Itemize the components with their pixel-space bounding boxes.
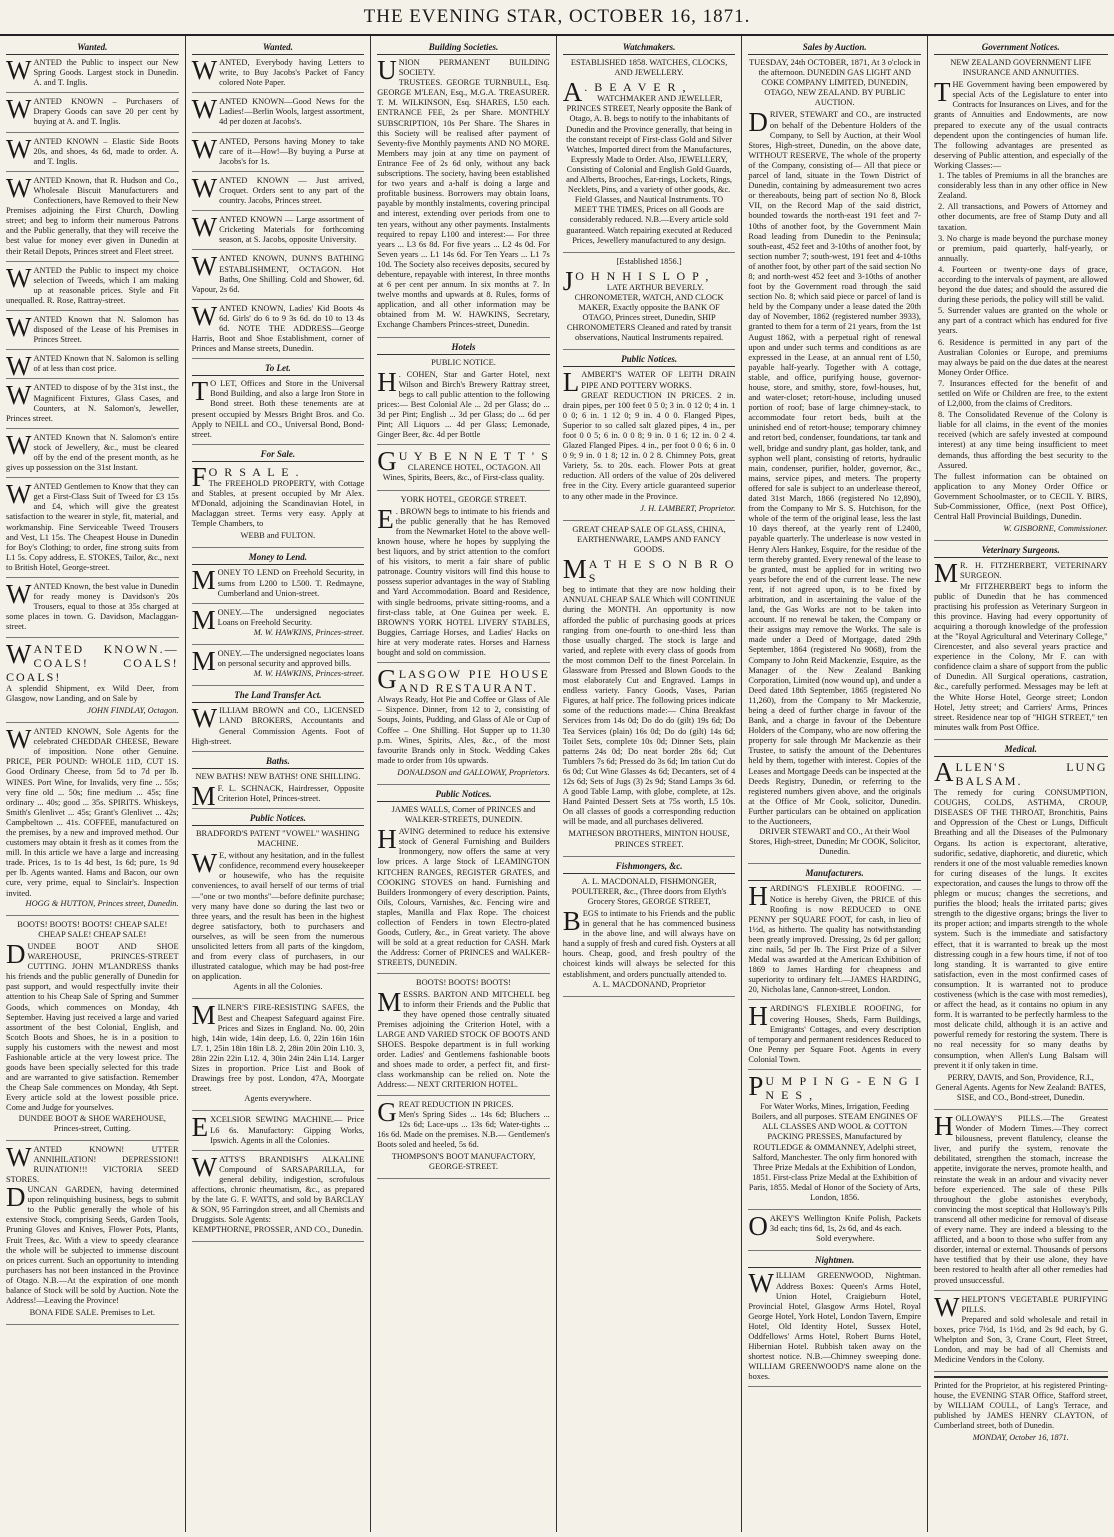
ad-text: UNDEE BOOT AND SHOE WAREHOUSE, PRINCES-STREET CUTTING. JOHN M'LANDRESS thanks his friends and the public generally of Dunedin for past support, and would respectfully invite their attention to his Cheap Sale of Spring and Summer Goods, which commences on Monday, 4th September. Having just received a large and varied assortment of the best Colonial, English, and Scotch Boots and Shoes, he is in a position to supply his customers with the newest and most Fashionable article at the very lowest price. The goods have been specially selected for this trade and are warranted to give satisfaction. Remember the Cheap Sale commences on Monday, 4th Sept. Every article sold at the lowest possible price. Come and Judge for yourselves. xyxy=(6,941,179,1113)
drop-cap: W xyxy=(191,1151,218,1182)
ad-text: For Water Works, Mines, Irrigation, Feeding Boilers, and all purposes. STEAM ENGINES OF ALL CLASSES AND WOOL & COTTON PACKING PRESSES, Manufactured by ROUTLEDGE & OMMANNEY, Adelphi street, Salford, Manchester. The only firm honored with Three Prize Medals at the Exhibition of London, 1851. First-class Prize Medal at the Exhibition of Paris, 1855. Medal of Honor of the Society of Arts, London, 1856. xyxy=(748,1102,921,1203)
ad-signature: A. L. MACDONAND, Proprietor xyxy=(592,979,706,989)
ad-text: ONEY TO LEND on Freehold Security, in sums from L200 to L500. T. Redmayne, Cumberland and Union-street. xyxy=(217,568,365,598)
section-heading: Manufacturers. xyxy=(748,868,921,881)
drop-cap: A xyxy=(562,77,583,108)
ad-signature: THOMPSON'S BOOT MANUFACTORY, GEORGE-STREET. xyxy=(391,1152,536,1172)
ad-text: ANTED Known that N. Salomon has disposed of the Lease of his Premises in Princes Street. xyxy=(33,314,179,345)
greenwood-advertisement xyxy=(748,1268,921,1387)
ad-text: ONEY.—The undersigned negociates loans on personal security and approved bills. xyxy=(217,649,365,669)
ad-signature: DRIVER STEWART and CO., At their Wool Stores, High-street, Dunedin; Mr COOK, Solicitor, Dunedin. xyxy=(749,827,921,857)
allens-lung-balsam-advertisement xyxy=(933,756,1108,1110)
oakey-advertisement xyxy=(748,1211,921,1251)
ad-text: ILNER'S FIRE-RESISTING SAFES, the Best and Cheapest Safeguard against Fire. Prices and Sizes in England. No. 00, 20in high, 14in wide, 14in deep, L6. 0, 22in 16in 16in L7. 1, 25in 18in 18in L8. 2, 28in 20in 20in L10. 3, 28in 22in 22in L12. 4, 30in 24in 24in L14. Larger Sizes in proportion. Price List and Book of Drawings free by post. London, 47A, Moorgate street. xyxy=(191,1003,365,1094)
drop-cap: W xyxy=(191,55,218,85)
drop-cap: P xyxy=(748,1071,764,1101)
whelpton-pills-advertisement xyxy=(933,1291,1108,1373)
advertisement xyxy=(191,300,365,359)
government-insurance-notice xyxy=(934,58,1108,541)
ad-text: The FREEHOLD PROPERTY, with Cottage and Stables, at present occupied by Mr Alex. M'Donald, adjoining the Scandinavian Hotel, in Maclaggan street. Terms very easy. Apply at Temple Chambers, to xyxy=(191,478,365,529)
ad-text: HE Government having been empowered by special Acts of the Legislature to enter into Contracts for Insurances on Lives, and for the grants of Annuities and Endowments, are now prepared to execute any of the usual contracts dependent upon the contingencies of human life. The following advantages are presented as deserving of Public attention, and especially of the Working Classes:— xyxy=(933,80,1108,170)
ad-text: Mr FITZHERBERT begs to inform the public of Dunedin that he has commenced practising his profession as Veterinary Surgeon in this province. Having had every opportunity of acquiring a thorough knowledge of the profession at the "Royal Agricultural and Veterinary College," Cirencester, and also several years practice and experience in the Colony, Mr F. can with confidence claim a share of support from the public of Dunedin. All Surgical operations, castration, &c., carefully performed. Messages may be left at the White Horse Hotel, George street; London Hotel, Jetty street; and Carriers' Arms, Princes street. Residence near top of "HIGH STREET," ten minutes walk from Post Office. xyxy=(933,581,1108,732)
ad-text: ARDING'S FLEXIBLE ROOFING. —Notice is hereby Given, the PRICE of this Roofing is now REDUCED to ONE PENNY per SQUARE FOOT, for cash, in lieu of 1½d, as hitherto. The quality has notwithstanding been greatly improved. Dressing, 2s 6d per gallon; zinc nails, 5d per lb. The First Prize of a Silver Medal was awarded at the American Exhibition of 1869 to James Harding for cheapness and superiority to ordinary felt.—JAMES HARDING, 20, Nicholas lane, Cannon-street, London. xyxy=(748,884,921,995)
ad-text: . COHEN, Star and Garter Hotel, next Wilson and Birch's Brewery Rattray street, begs to call public attention to the following prices:— Best Colonial Ale ... 2d per Glass; do ... 3d per Pint; English ... 3d per Glass; do ... 6d per Pint; All Liquors ... 4d per Glass; Lemonade, Ginger Beer, &c. 4d per Bottle xyxy=(377,369,550,440)
drop-cap: L xyxy=(562,367,580,398)
list-item: 5. Surrender values are granted on the whole or any part of a contract which has endured for five years. xyxy=(937,306,1108,336)
advertisement xyxy=(6,429,179,478)
ad-text: F. L. SCHNACK, Hairdresser, Opposite Criterion Hotel, Princes-street. xyxy=(217,783,365,803)
drop-cap: M xyxy=(933,558,958,589)
drop-cap: W xyxy=(191,172,218,203)
ad-text: ANTED Known that N. Salomon is selling of at less than cost price. xyxy=(33,354,179,374)
ad-text: ANTED KNOWN, Ladies' Kid Boots 4s 6d. Girls' do 6 to 9 3s 6d. do 10 to 13 4s 6d. NOTE THE ADDRESS—George Harris, Boot and Shoe Establishment, corner of Princes and Manse streets, Dunedin. xyxy=(191,303,365,354)
ad-text: ANTED, Everybody having Letters to write, to Buy Jacobs's Packet of Fancy colored Note Paper. xyxy=(219,58,365,88)
drop-cap: U xyxy=(377,55,397,85)
ad-text: ANTED KNOWN, DUNN'S BATHING ESTABLISHMENT, OCTAGON. Hot Baths, One Shilling. Cold and Shower, 6d. Vapour, 2s 6d. xyxy=(191,254,365,294)
drop-cap: M xyxy=(191,604,216,635)
ad-signature: BONA FIDE SALE. Premises to Let. xyxy=(29,1308,155,1318)
ad-text: EGS to intimate to his Friends and the public in general that he has commenced business in the above line, and will always have on hand a supply of fresh and cured fish. Oysters at all hours. Cheap, good, and fresh poultry of the choicest kinds will always be selected for this establishment, and orders punctually attended to. xyxy=(562,908,736,979)
section-heading: Nightmen. xyxy=(748,1255,921,1268)
ad-signature: HOGG & HUTTON, Princes street, Dunedin. xyxy=(25,898,179,908)
section-heading: Baths. xyxy=(192,756,365,769)
ad-text: Prepared and sold wholesale and retail in boxes, price 7½d, 1s 1½d, and 2s 9d each, by G. Whelpton and Son, 3, Crane Court, Fleet Street, London, and may be had of all Chemists and Medicine Vendors in the Colony. xyxy=(933,1314,1108,1365)
drop-cap: M xyxy=(191,646,216,677)
ad-headline: BOOTS! BOOTS! BOOTS! CHEAP SALE! CHEAP SALE! CHEAP SALE! xyxy=(17,919,168,939)
ad-signature: W. GISBORNE, Commissioner. xyxy=(1003,524,1108,534)
column-1 xyxy=(0,36,186,1532)
ad-signature: M. W. HAWKINS, Princes-street. xyxy=(253,627,365,637)
drop-cap: E xyxy=(191,1112,209,1143)
column-6 xyxy=(928,36,1114,1532)
beaver-advertisement xyxy=(563,58,736,253)
victoria-seed-advertisement xyxy=(6,1141,179,1326)
ad-headline: HELPTON'S VEGETABLE PURIFYING PILLS. xyxy=(961,1294,1108,1314)
washing-machine-advertisement xyxy=(192,829,365,1000)
milner-safes-advertisement xyxy=(191,1000,365,1111)
section-heading: Sales by Auction. xyxy=(748,42,921,55)
list-item: 4. Fourteen or twenty-one days of grace, according to the intervals of payment, are allowed beyond the due dates; and should the assured die during these periods, the policy will still be valid. xyxy=(937,264,1108,305)
list-item: 1. The tables of Premiums in all the branches are considerably less than in any other office in New Zealand. xyxy=(937,171,1108,201)
ad-headline: ESTABLISHED 1858. WATCHES, CLOCKS, AND JEWELLERY. xyxy=(570,58,728,78)
ad-text: UNCAN GARDEN, having determined upon relinquishing business, begs to submit to the Public generally the whole of his extensive Stock, comprising Seeds, Garden Tools, Pruning Gloves and Knives, Flower Pots, Plants, Fruit Trees, &c. With a view to speedy clearance the whole will be subjected to immense discount on prices current. Such an opportunity to intending purchasers has not been instanced in the Province of Otago. N.B.—At the expiration of one month balance of Stock will be sold by Auction. Note the Address!—Leaving the Province! xyxy=(6,1185,179,1306)
advertisement xyxy=(6,479,179,578)
ad-headline: LASGOW PIE HOUSE AND RESTAURANT. xyxy=(398,667,550,696)
drop-cap: T xyxy=(933,77,951,108)
section-heading: For Sale. xyxy=(192,449,365,462)
ad-text: CLARENCE HOTEL, OCTAGON. All Wines, Spirits, Beers, &c., of First-class quality. xyxy=(382,463,545,483)
ad-text: TRUSTEES. GEORGE TURNBULL, Esq. GEORGE M'LEAN, Esq., M.G.A. TREASURER. T. M. WILKINSON, Esq. SHARES, L50 each. ENTRANCE FEE, 2s per Share. MONTHLY SUBSCRIPTION, 10s Per Share. The Shares in this Society will be realised after payment of Seventy-five Monthly payments AND NO MORE. Members may join at any time on payment of Entrance Fee of 2s 6d only, without any back subscriptions. The society, having been established for two years and a-half is doing a large and profitable business. Borrowers may obtain loans, payable by monthly instalments, covering principal and interest, extending over periods from one to ten years, without any other payments. Instalments required to repay L100 and interest:— For three years ... L3 6s 8d. For five years ... L2 4s 0d. For Seven years ... L1 14s 6d. For Ten Years ... L1 7s 10d. The Society also receives deposits, secured by debenture, repayable with interest, In three months at 6 per cent per annum. In six months at 7. In twelve months and upwards at 8. Rules, forms of application, and all other information may be obtained from M. W. HAWKINS, Secretary, Exchange Chambers Princes-street, Dunedin. xyxy=(377,78,550,330)
ad-headline: TUESDAY, 24th OCTOBER, 1871, At 3 o'clock in the afternoon. DUNEDIN GAS LIGHT AND COKE COMPANY LIMITED, DUNEDIN, OTAGO, NEW ZEALAND. BY PUBLIC AUCTION. xyxy=(749,58,921,108)
ad-text: ANTED KNOWN – Elastic Side Boots 20s, and shoes, 4s 6d, made to order. A. and T. Inglis. xyxy=(33,136,179,166)
ad-text: O LET, Offices and Store in the Universal Bond Building, and also a large Iron Store in Bond street. Both these tenements are at present occupied by Messrs Bright Bros. and Co. Apply to NEILL and CO., Universal Bond, Bond-street. xyxy=(191,379,365,439)
ad-signature: PERRY, DAVIS, and Son, Providence, R.I., General Agents. Agents for New Zealand: BATES, SISE, and CO., Bond-street, Dunedin. xyxy=(935,1072,1106,1102)
money-advertisement xyxy=(191,604,365,645)
ad-text: WATCHMAKER AND JEWELLER, PRINCES STREET, Nearly opposite the Bank of Otago, A. B. begs to notify to the inhabitants of Dunedin and the Province generally, that being in the constant receipt of First-class Gold and Silver Watches, Imported direct from the Manufactures, Expressly Made to Order. Also, JEWELLERY, Consisting of Colonial and English Gold Guards, and Alberts, Brooches, Ear-rings, Lockets, Rings, Necklets, Pins, and a variety of other goods, &c. Field Glasses, and Nautical Instruments. TO MEET THE TIMES, Prices on all Goods are considerably reduced. N.B.—Every article sold guaranteed. Watch repairing executed at Reduced Prices, Jewellery manufactured to any design. xyxy=(566,94,733,245)
ad-text: ANTED KNOWN — Just arrived, Croquet. Orders sent to any part of the country. Jacobs, Princes street. xyxy=(219,175,365,206)
ad-text: ANTED Known, the best value in Dunedin for ready money is Davidson's 20s Trousers, equal to those at 35s charged at some places in town. G. Davidson, Maclaggan-street. xyxy=(6,582,179,632)
ad-text: ANTED the Public to inspect my choice selection of Tweeds, which I am making up at reasonable prices. Style and Fit unequalled. R. Rose, Rattray-street. xyxy=(6,265,179,305)
ad-headline: PUBLIC NOTICE. xyxy=(431,357,496,367)
ad-headline: AMBERT'S WATER OF LEITH DRAIN PIPE AND POTTERY WORKS. xyxy=(581,370,736,390)
advantages-list xyxy=(934,171,1108,471)
macdonald-advertisement xyxy=(563,877,736,997)
advertisement xyxy=(6,55,179,93)
ad-signature: DUNDEE BOOT & SHOE WAREHOUSE, Princes-street, Cutting. xyxy=(18,1113,166,1133)
ad-headline: ANTED KNOWN! UTTER ANNIHILATION! DEPRESSION!! RUINATION!!! VICTORIA SEED STORES. xyxy=(6,1144,179,1184)
imprint-date: MONDAY, October 16, 1871. xyxy=(972,1433,1069,1443)
ad-text: ANTED Known that N. Salomon's entire stock of Jewellery, &c., must be cleared off by the end of the present month, as he gives up possession on the 31st Instant. xyxy=(6,432,179,473)
drop-cap: W xyxy=(6,429,32,460)
advertisement xyxy=(6,94,179,132)
coals-advertisement xyxy=(6,638,179,724)
lambert-pipes-advertisement xyxy=(562,367,736,520)
gas-company-auction xyxy=(748,58,921,864)
star-garter-advertisement xyxy=(377,358,550,446)
ad-text: AKEY'S Wellington Knife Polish, Packets 3d each; tins 6d, 1s, 2s 6d, and 4s each. xyxy=(769,1214,921,1234)
drop-cap: H xyxy=(377,824,397,855)
drop-cap: M xyxy=(191,565,216,596)
ad-text: GREAT REDUCTION IN PRICES. 2 in. drain pipes, per 100 feet 0 5 0; 3 in. 0 12 0; 4 in. 1 0 0; 6 in. 1 12 0; 9 in. 4 0 0. Flanged Pipes, Superior to so called salt glazed pipes, 4 in., per foot 0 0 5; 6 in. 0 0 8; 9 in. 0 1 6; 12 in. 0 2 4. Glazed Flanged Pipes. 4 in., per foot 0 0 6; 6 in. 0 0 9; 9 in. 0 1 8; 12 in. 0 2 8. Chimney Pots, great Variety, 5s. to 20s. each. Flower Pots at great reduction. All orders of the value of 20s delivered free in the City. Every article guaranteed superior to any other made in the Province. xyxy=(562,390,736,501)
drop-cap: W xyxy=(6,479,32,510)
harding-roofing-advertisement xyxy=(748,881,921,1000)
ad-text: ANTED KNOWN, Sole Agents for the celebrated CHEDDAR CHEESE, Beware of imposition. None other Genuine. PRICE, PER POUND: WHOLE 11D, CUT 1S. Good Ordinary Cheese, from 5d to 7d per lb. WINES. Port Wine, for Invalids, very fine ... 55s; very fine old ... 50s; fine medium ... 45s; fine ordinary ... 40s; good ... 35s. SPIRITS. Whiskeys, Smith's Glenlivet ... 45s; Grant's Glenlivet ... 42s; Campbeltown ... 41s. COFFEE, manufactured on the premises, by a new and improved method. Our customers may obtain it fresh as it comes from the mill. In this article we have a large and increasing trade. Prices, 1s to 1s 4d best, 1s 6d; pure, 1s 9d per lb. Agents wanted. Hams and Bacon, our own cure, very prime, equal to Sinclair's. Inspection invited. xyxy=(6,727,179,898)
advertisement xyxy=(191,133,365,172)
ad-text: ANTED the Public to inspect our New Spring Goods. Largest stock in Dunedin. A. and T. Inglis. xyxy=(33,58,179,88)
ad-signature: MATHESON BROTHERS, MINTON HOUSE, PRINCES STREET. xyxy=(568,829,730,849)
ad-text: ANTED KNOWN – Purchasers of Drapery Goods can save 20 per cent by buying at A. and T. Inglis. xyxy=(33,97,179,127)
section-heading: Medical. xyxy=(934,744,1108,757)
drop-cap: W xyxy=(6,311,32,342)
drop-cap: J xyxy=(562,265,574,296)
ad-text: ESSRS. BARTON AND MITCHELL beg to inform their Friends and the Public that they have opened those centrally situated Premises adjoining the Criterion Hotel, with a LARGE AND VARIED STOCK OF BOOTS AND SHOES. Bespoke department is in full working order. Ladies' and Gentlemens fashionable boots and shoes made to order, a perfect fit, and first-class workmanship can be relied on. Note the Address:— NEXT CRITERION HOTEL. xyxy=(377,989,550,1090)
drop-cap: W xyxy=(6,638,32,669)
drop-cap: G xyxy=(377,1096,397,1127)
ad-headline: O R S A L E . xyxy=(208,464,301,479)
drop-cap: W xyxy=(191,94,218,125)
ad-text: A splendid Shipment, ex Wild Deer, from Glasgow, now Landing, and on Sale by xyxy=(6,683,179,703)
baths-advertisement xyxy=(192,772,365,809)
ad-signature: KEMPTHORNE, PROSSER, AND CO., Dunedin. xyxy=(192,1225,364,1235)
column-5 xyxy=(742,36,928,1532)
column-2 xyxy=(186,36,372,1532)
dundee-boot-advertisement xyxy=(6,920,179,1141)
for-sale-advertisement xyxy=(191,461,365,549)
excelsior-advertisement xyxy=(191,1112,365,1150)
section-heading: Hotels xyxy=(377,342,550,355)
ad-headline: GREAT CHEAP SALE OF GLASS, CHINA, EARTHENWARE, LAMPS AND FANCY GOODS. xyxy=(572,524,726,554)
column-4 xyxy=(557,36,743,1532)
drop-cap: A xyxy=(933,756,954,787)
drop-cap: W xyxy=(748,1268,774,1299)
masthead xyxy=(0,0,1114,36)
clarence-hotel-advertisement xyxy=(377,446,550,490)
ad-text: ONEY.—The undersigned negociates Loans on Freehold Security. xyxy=(217,607,365,627)
column-3 xyxy=(371,36,557,1532)
drop-cap: W xyxy=(6,133,32,164)
money-advertisement xyxy=(191,646,365,686)
advertisement xyxy=(191,94,365,132)
ad-headline: LLEN'S LUNG BALSAM. xyxy=(955,759,1108,788)
ad-headline: U M P I N G - E N G I N E S , xyxy=(765,1074,921,1103)
ad-signature: JOHN FINDLAY, Octagon. xyxy=(87,705,179,715)
section-heading: Fishmongers, &c. xyxy=(563,861,736,874)
ad-headline: ANTED KNOWN.— COALS! COALS! COALS! xyxy=(6,641,179,684)
drop-cap: H xyxy=(377,366,397,397)
drop-cap: H xyxy=(748,1001,768,1032)
drop-cap: W xyxy=(6,262,32,293)
ad-text: ARDING'S FLEXIBLE ROOFING, for covering Houses, Sheds, Farm Buildings, Emigrants' Cottages, and every description of temporary and permanent residences Reduced to One Penny per Square Foot. Agents in every Colonial Town. xyxy=(748,1004,921,1064)
drop-cap: W xyxy=(6,1141,32,1172)
drop-cap: M xyxy=(191,780,216,811)
drop-cap: O xyxy=(748,1211,768,1242)
ad-signature: M. W. HAWKINS, Princes-street. xyxy=(253,669,365,679)
ad-title: A T H E S O N B R O S xyxy=(588,557,736,586)
advertisement xyxy=(6,579,179,637)
barton-mitchell-advertisement xyxy=(377,978,550,1096)
section-heading: Watchmakers. xyxy=(563,42,736,55)
section-heading: Money to Lend. xyxy=(192,552,365,565)
ad-headline: R. H. FITZHERBERT, VETERINARY SURGEON. xyxy=(959,561,1108,581)
drop-cap: W xyxy=(6,55,32,85)
drop-cap: D xyxy=(748,107,768,138)
drop-cap: B xyxy=(562,905,581,936)
advertisement xyxy=(6,133,179,172)
ad-text: ANTED KNOWN — Large assortment of Cricketing Materials for forthcoming season, at S. Jacobs, opposite University. xyxy=(219,215,365,245)
drop-cap: W xyxy=(191,703,218,734)
ad-headline: BRADFORD'S PATENT "VOWEL" WASHING MACHINE. xyxy=(195,828,360,849)
pumping-engines-advertisement xyxy=(748,1071,921,1210)
ad-text: ANTED Gentlemen to Know that they can get a First-Class Suit of Tweed for £3 15s and £4, which will give the greatest satisfaction to the wearer in style, fit, material, and workmanship. Fine Serviceable Tweed Trousers and Vest, L1 15s. The Cheapest House in Dunedin for Boy's Clothing; to order, fine strong suits from L1 5s. Copy address, E. STOKES, Tailor, &c., next to British Hotel, George-street. xyxy=(6,482,179,572)
section-heading: Public Notices. xyxy=(563,354,736,367)
ad-text: RIVER, STEWART and CO., are instructed on behalf of the Debenture Holders of the Company, to Sell by Auction, at their Wool Stores, High-street, Dunedin, on the above date, WITHOUT RESERVE, The whole of the property of the Company, consisting of— All that piece or parcel of land, situate in the Town District of Dunedin, containing by admeasurement two acres or thereabouts, being part of section No 8, Block VII, on the Record Map of the said district, bounded towards the north-east 191 feet and 7-10ths of another foot, by the Government Main Road leading from Dunedin to the Peninsula; south-east, 452 feet and 3-10ths of another foot, by section number 7; south-west, 191 feet and 4-10ths of another foot, by other part of the said section No 8; and north-west 452 feet and 3-10ths of another foot by the Government road through the said section No. 8; which said piece or parcel of land is held by the Company under a lease dated the 20th day of November, 1862 (registered number 3933), granted to them for a term of 21 years, from the 1st August 1862, with a perpetual right of renewal upon and under such terms and conditions as are expressed in the Lease, at an annual rent of L50, payable half-yearly. Together with A cottage, stable, and office, purifying house, governor-house, store, and smithy, store, fowl-houses, hut, and water-closet; retort-house, including unused portion of roof; base of large chimney-stack, to accommodate four retort beds, built at the uninished end of retort-house; temporary chimney and retort bed, condenser, foundations, tar tank and well, bridge and sundry plant, gas holder, tank, and syphon well plant, consisting of retorts, hydraulic main, condenser, purifier, holder, governor, &c., mains, service pipes, and meters. The property offered for sale is subject to an underlease thereof, dated 31st March, 1866 (registered No 12,890), from the Company to Mr S. S. Hutchison, for the whole of the term of the original lease, less the last 10 days thereof, at the yearly rent of L2400, payable quarterly. The underlease is now vested in Henry Alers Hankey, Esquire, for the residue of the term thereby granted. Every renewal of the lease to be granted, must be applied for in writing two years before the end of the current lease. The new rent, if not agreed upon, is to be fixed by arbitration, and in ascertaining the value of the land, the Gas Works are not to be taken into account. If no renewal be taken, the Company or their assigns may remove the Works. The sale is made under a Deed of Mortgage, dated 29th September, 1864 (registered No 9068), from the Company to John Reid Mackenzie, Esquire, as the Manager of the New Zealand Banking Corporation, Limited (now wound up), and under a Deed dated 18th September, 1865 (registered No 11,260), from the Company to Mr Mackenzie, being a deed of further charge in favour of the Bank, and a charge in favour of the Debenture Holders of the Company, who are now offering the property for sale through Mr Mackenzie as their Trustee, to satisfy the amount of the Debentures held by them, together with interest. Copies of the Leases and Mortgage Deeds can be inspected at the Deeds Registry, Dunedin, or referring to the registered numbers given above, and the originals at the Office of Mr Cook, solicitor, Dunedin. Further particulars can be obtained on application to the Auctioneers, xyxy=(748,110,921,827)
section-heading: Wanted. xyxy=(6,42,179,55)
drop-cap: T xyxy=(191,376,209,407)
ad-signature: Agents everywhere. xyxy=(244,1094,312,1104)
land-broker-advertisement xyxy=(191,703,365,751)
drop-cap: G xyxy=(377,446,397,477)
ad-headline: NEW BATHS! NEW BATHS! ONE SHILLING. xyxy=(195,771,361,781)
ad-signature: J. H. LAMBERT, Proprietor. xyxy=(640,503,736,513)
ad-title: O H N H I S L O P , xyxy=(575,268,711,283)
list-item: 7. Insurances effected for the benefit of and settled on Wife or Children are free, to the extent of L2,000, from the claims of Creditors. xyxy=(937,378,1108,409)
money-advertisement xyxy=(191,565,365,603)
section-heading: Building Societies. xyxy=(377,42,550,55)
drop-cap: W xyxy=(6,351,32,382)
building-society-advertisement xyxy=(377,55,550,338)
list-item: 6. Residence is permitted in any part of the Australian Colonies or Europe, and premiums may always be paid on the due dates at the nearest Money Order Office. xyxy=(937,337,1108,377)
section-heading: The Land Transfer Act. xyxy=(192,690,365,703)
drop-cap: W xyxy=(6,94,32,125)
drop-cap: W xyxy=(191,212,218,243)
drop-cap: H xyxy=(748,881,768,912)
harding-roofing-advertisement xyxy=(748,1001,921,1070)
ad-text: ILLIAM BROWN and CO., LICENSED LAND BROKERS, Accountants and General Commission Agents. Foot of High-street. xyxy=(191,706,365,746)
ad-text: Men's Spring Sides ... 14s 6d; Bluchers ... 12s 6d; Lace-ups ... 13s 6d; Water-tights ... 16s 6d. Made on the premises. N.B.— Gentlemen's Boots soled and heeled, 5s 6d. xyxy=(377,1109,550,1149)
section-heading: Public Notices. xyxy=(192,813,365,826)
drop-cap: M xyxy=(562,554,587,585)
columns xyxy=(0,36,1114,1532)
ad-headline: U Y B E N N E T T ' S xyxy=(398,449,550,464)
ad-headline: YORK HOTEL, GEORGE STREET. xyxy=(400,494,527,504)
ad-text: E, without any hesitation, and in the fullest confidence, recommend every housekeeper or housewife, who has the requisite conveniences, to avail herself of our terms of trial—"one or two months"—before definite purchase; very many have done so during the last two or three years, and the result has been in the highest degree satisfactory, both to purchasers and ourselves, as will be seen from the numerous unsolicited letters from all parts of the kingdom, and from every class of purchasers, in our illustrated catalogue, which may be had post-free on application. xyxy=(191,851,365,982)
drop-cap: W xyxy=(191,300,218,331)
section-heading: Wanted. xyxy=(192,42,365,55)
ad-text: Always Ready, Hot Pie and Coffee or Glass of Ale – Sixpence. Dinner, from 12 to 2, consisting of Soups, Joints, Pudding, and Glass of Ale or Cup of Coffee – One Shilling. Hot Supper up to 11.30 p.m. Wines, Spirits, Ales, &c., of the most favourite Brands only in Stock. Wedding Cakes made to order from 10s upwards. xyxy=(377,695,550,765)
ad-headline: BOOTS! BOOTS! BOOTS! xyxy=(416,977,511,987)
ad-text: ATTS'S BRANDISH'S ALKALINE Compound of SARSAPARILLA, for general debility, indigestion, scrofulous affections, chronic rheumatism, &c., as prepared by the late G. F. WATTS, and sold by BARCLAY & SON, 95 Farringdon street, and all Chemists and Druggists. Sole Agents: xyxy=(191,1154,365,1225)
ad-text: ANTED, Persons having Money to take care of it—How!—By buying a Purse at Jacobs's for 1s. xyxy=(219,136,365,166)
drop-cap: W xyxy=(933,1291,960,1322)
great-reduction-advertisement xyxy=(377,1096,550,1180)
ad-headline: JAMES WALLS, Corner of PRINCES and WALKER-STREETS, DUNEDIN. xyxy=(391,805,536,825)
matheson-advertisement xyxy=(563,525,736,857)
section-heading: Veterinary Surgeons. xyxy=(934,545,1108,558)
ad-text: ANTED KNOWN—Good News for the Ladies!—Berlin Wools, largest assortment, 4d per dozen at Jacobs's. xyxy=(219,97,365,127)
section-heading: Public Notices. xyxy=(377,789,550,802)
ad-text: OLLOWAY'S PILLS.—The Greatest Wonder of Modern Times.—They correct bilousness, prevent flatulency, cleanse the liver, and purify the system, renovate the debilitated, strengthen the stomach, increase the appetite, invigorate the nerves, promote health, and reinstate the weak in an ardour and vivacity never before experienced. The sale of these Pills throughout the globe astonishes everybody, convincing the most sceptical that Holloway's Pills transcend all other medicine for removal of disease of every name. They are indeed a blessing to the afflicted, and a boon to those who suffer from any disorder, internal or external. Thousands of persons have testified that by their use alone, they have been restored to health after all other remedies had proved unsuccessful. xyxy=(933,1114,1108,1285)
ad-signature: DONALDSON and GALLOWAY, Proprietors. xyxy=(397,767,550,777)
ad-text: LATE ARTHUR BEVERLY. CHRONOMETER, WATCH, AND CLOCK MAKER, Exactly opposite the BANK OF OTAGO, Princes street, Dunedin, SHIP CHRONOMETERS Cleaned and rated by transit observations, Nautical Instruments repaired. xyxy=(566,282,732,343)
advertisement xyxy=(191,172,365,211)
ad-text: ANTED to dispose of by the 31st inst., the Magnificent Fixtures, Glass Cases, and Counters, at N. Salomon's, Jeweller, Princes street. xyxy=(6,383,179,423)
newspaper-title: THE EVENING STAR, OCTOBER 16, 1871. xyxy=(363,6,751,27)
ad-headline: [Established 1856.] xyxy=(616,256,682,266)
drop-cap: W xyxy=(6,380,32,411)
ad-text: The fullest information can be obtained on application to any Money Order Office or Government Schoolmaster, or to CECIL Y. BIRS, Sub-Commissioner, Office, (next Post Office), Central Hall Provincial Buildings, Dunedin. xyxy=(933,471,1108,522)
ad-headline: A. L. MACDONALD, FISHMONGER, POULTERER, &c., (Three doors from Elyth's Grocery Stores, GEORGE STREET, xyxy=(571,876,727,906)
ad-text: ILLIAM GREENWOOD, Nightman. Address Boxes: Queen's Arms Hotel, Union Hotel, Craigieburn Hotel, Provincial Hotel, Glasgow Arms Hotel, Royal George Hotel, York Hotel, London Tavern, Empire Hotel, Old Identity Hotel, Sussex Hotel, Oddfellows' Arms Hotel, Robert Burns Hotel, Hibernian Hotel. Rubbish taken away on the shortest notice. N.B.—Chimney sweeping done. WILLIAM GREENWOOD'S name alone on the boxes. xyxy=(748,1271,921,1382)
holloway-pills-advertisement xyxy=(933,1111,1108,1291)
drop-cap: W xyxy=(6,579,32,610)
ad-text: ANTED Known, that R. Hudson and Co., Wholesale Biscuit Manufacturers and Confectioners, have Removed to their New Premises adjoining the First Church, Dowling street; and beg to inform their numerous Patrons and the Public generally, that they will receive the best value for money ever given in Dunedin at their Retail Depots, Princes street and Fleet street. xyxy=(6,175,179,256)
drop-cap: H xyxy=(933,1111,954,1141)
advertisement xyxy=(6,262,179,311)
ad-headline: NEW ZEALAND GOVERNMENT LIFE INSURANCE AND ANNUITIES. xyxy=(950,58,1092,78)
watts-advertisement xyxy=(191,1151,365,1243)
york-hotel-advertisement xyxy=(377,495,550,664)
ad-headline: NION PERMANENT BUILDING SOCIETY. xyxy=(398,58,550,78)
drop-cap: M xyxy=(191,1000,216,1031)
ad-signature: Sold everywhere. xyxy=(816,1234,875,1244)
james-walls-advertisement xyxy=(377,805,550,974)
ad-text: XCELSIOR SEWING MACHINE.— Price L6 6s. Manufactory: Gipping Works, Ipswich. Agents in all the Colonies. xyxy=(210,1115,365,1145)
drop-cap: D xyxy=(6,938,26,969)
list-item: 2. All transactions, and Powers of Attorney and other documents, are free of Stamp Duty and all taxation. xyxy=(937,202,1108,232)
drop-cap: M xyxy=(377,986,402,1017)
section-heading: Government Notices. xyxy=(934,42,1108,55)
advertisement xyxy=(6,172,179,262)
drop-cap: G xyxy=(377,664,397,695)
list-item: 8. The Consolidated Revenue of the Colony is liable for all claims, in the event of the monies received (which are safely invested at compound interest) at any time being insufficient to meet demands, thus affording the best security to the Assured. xyxy=(937,410,1108,470)
ad-title: . B E A V E R , xyxy=(584,80,688,95)
drop-cap: D xyxy=(6,1182,26,1213)
veterinary-advertisement xyxy=(933,558,1108,740)
advertisement xyxy=(191,212,365,250)
drop-cap: W xyxy=(6,724,32,755)
drop-cap: W xyxy=(6,172,32,203)
to-let-advertisement xyxy=(191,376,365,445)
advertisement xyxy=(6,311,179,350)
advertisement xyxy=(6,380,179,428)
ad-signature: WEBB and FULTON. xyxy=(240,531,316,541)
printer-imprint xyxy=(934,1376,1108,1443)
ad-text: AVING determined to reduce his extensive stock of General Furnishing and Builders Ironmongery, now offers the same at very low prices. A large Stock of LEAMINGTON KITCHEN RANGES, REGISTER GRATES, and COOKING STOVES on hand. Furnishing and Builders Ironmongery of every description. Paints, Oils, Colours, Varnishes, &c. Fencing wire and staples, Manilla and Flax Rope. The choicest collection of Fenders in town Electro-plated Goods, Cutlery, &c., in Great variety. The above will be sold at a great reduction for CASH. Mark the Address: Corner of PRINCES and WALKER-STREETS, DUNEDIN. xyxy=(377,827,550,968)
imprint-text: Printed for the Proprietor, at his registered Printing-house, the EVENING STAR Office, Stafford street, by WILLIAM COULL, of Lang's Terrace, and published by JAMES HENRY CLAYTON, of Cumberland street, both of Dunedin. xyxy=(933,1381,1108,1431)
list-item: 3. No charge is made beyond the purchase money or premium, paid quarterly, half-yearly, or annually. xyxy=(937,233,1108,263)
drop-cap: W xyxy=(191,848,218,879)
ad-text: . BROWN begs to intimate to his friends and the public generally that he has Removed from the Newmarket Hotel to the above well-known house, where he hopes by supplying the best liquors, and by strict attention to the comfort of his visitors, to merit a fair share of public patronage. Country visitors will find this house to possess superior advantages in the way of Stabling and Yard Accommodation. Board and Residence, with single bedrooms, private sitting-rooms, and a first-class table, at One Guinea per week. E. BROWN'S YORK HOTEL LIVERY STABLES, Buggies, Carriage Horses, and Ladies' Hacks on hire at very moderate rates. Horses and Harness bought and sold on commission. xyxy=(377,506,550,657)
advertisement xyxy=(191,55,365,93)
ad-text: The remedy for curing CONSUMPTION, COUGHS, COLDS, ASTHMA, CROUP, DISEASES OF THE THROAT, Bronchitis, Pains and Oppression of the Chest or Lungs, Difficult Breathing and all the Diseases of the Pulmonary Organs. Its action is expectorant, alterative, sudorific, sedative, diaphoretic, and diuretic, which renders it one of the most valuable remedies known for curing diseases of the lungs. It excites expectoration, and causes the lungs to throw off the phlegm or mucus; changes the secretions, and purifies the blood; heals the irritated parts; gives strength to the digestive organs; brings the liver to its proper action; and imparts strength to the whole system. Such is the immediate and satisfactory effect, that it is warranted to break up the most distressing cough in a few hours time, if not of too long standing. It is warranted to give entire satisfaction, even in the most confirmed cases of consumption. It is warranted not to produce costiveness (which is the case with most remedies), or affect the head, as it contains no opium in any form. It is warranted to be perfectly harmless to the most delicate child, although it is an active and powerful remedy for restoring the system. There is no real necessity for so many deaths by consumption, when Allen's Lung Balsam will prevent it if only taken in time. xyxy=(933,788,1108,1070)
drop-cap: W xyxy=(191,251,218,282)
advertisement xyxy=(191,251,365,299)
hislop-advertisement xyxy=(563,257,736,351)
drop-cap: F xyxy=(191,461,207,492)
ad-text: beg to intimate that they are now holding their ANNUAL CHEAP SALE Which will CONTINUE during the MONTH. An opportunity is now afforded the public of purchasing goods at prices ranging from one-fourth to one-third less than those usually charged. The stock is large and varied, and replete with every class of goods from the most common Delf to the finest Porcelain. In Glassware from Pressed and Blown Goods to the most elaborately Cut and Engraved. Lamps in endless variety. Fancy Goods, Vases, Parian Figures, at half price. The following prices indicate some of the reductions made:— China Breakfast Services from 14s 0d; Do do do (gilt) 19s 6d; Do Tea Services (plain) 16s 0d; Do do (gilt) 14s 6d; Toilet Sets, complete 10s 0d; Dinner Sets, plain patterns 24s 0d; Do neat border 28s 6d; Cut Tumblers 7s 6d; Pressed do 3s 6d; Im tation Cut do 6s 0d; Cut Wine Glasses 4s 6d; Decanters, set of 4 12s 6d; Sets of Jugs (3) 2s 9d; Stand Lamps 3s 6d. A good Table Lamp, with globe, complete, at 12s. Hand Painted Dessert Sets at 75s worth, L5 10s. On all classes of goods a corresponding reduction will be made, and all purchases delivered. xyxy=(562,585,736,827)
ad-signature: Agents in all the Colonies. xyxy=(233,982,323,992)
glasgow-pie-advertisement xyxy=(377,664,550,785)
ad-headline: REAT REDUCTION IN PRICES. xyxy=(398,1099,514,1109)
hogg-hutton-advertisement xyxy=(6,724,179,916)
section-heading: To Let. xyxy=(192,363,365,376)
drop-cap: W xyxy=(191,133,218,164)
advertisement xyxy=(6,351,179,382)
drop-cap: E xyxy=(377,503,394,534)
